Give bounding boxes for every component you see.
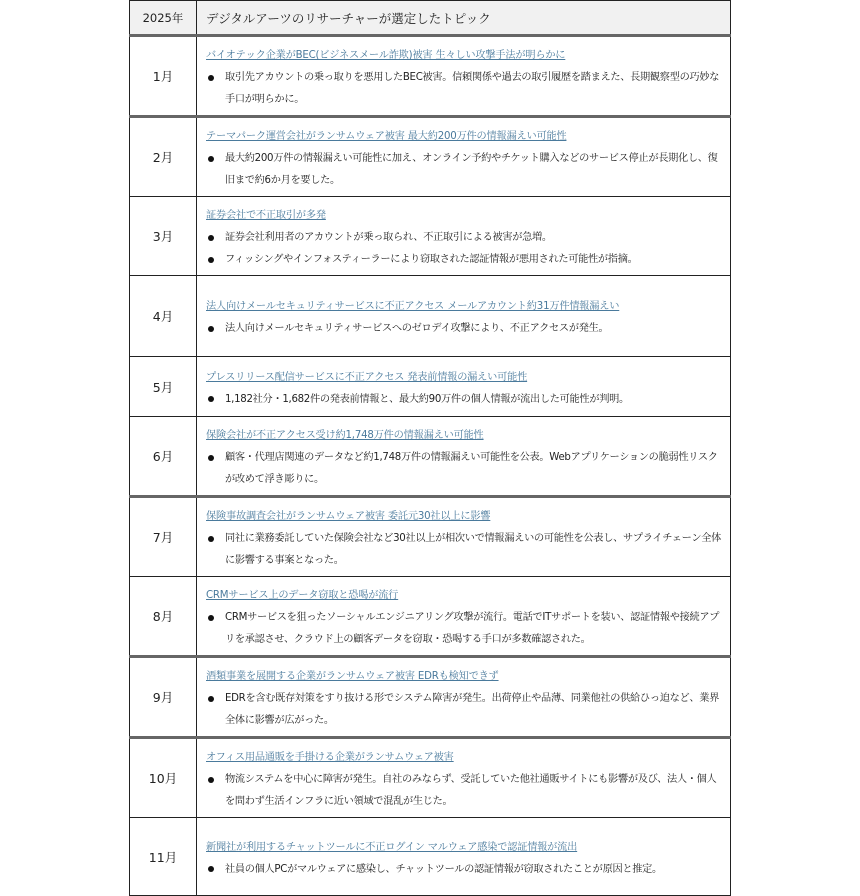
topics-header-title: デジタルアーツのリサーチャーが選定したトピック <box>197 1 731 36</box>
bullet-item <box>206 688 722 732</box>
topic-cell <box>197 117 731 197</box>
bullet-item <box>206 528 722 572</box>
bullet-text: フィッシングやインフォスティーラーにより窃取された認証情報が悪用された可能性が指摘。 <box>225 254 638 265</box>
topic-link[interactable]: 証券会社で不正取引が多発 <box>206 210 326 221</box>
bullet-item <box>206 607 722 651</box>
bullet-text: 最大約200万件の情報漏えい可能性に加え、オンライン予約やチケット購入などのサービス停止が長期化し、復旧まで約6か月を要した。 <box>225 153 718 186</box>
bullet-dot-icon <box>208 75 214 81</box>
bullet-list <box>206 528 722 572</box>
bullet-list <box>206 447 722 491</box>
bullet-item <box>206 769 722 813</box>
bullet-item <box>206 859 722 881</box>
topic-cell <box>197 417 731 497</box>
bullet-dot-icon <box>208 615 214 621</box>
table-row <box>130 417 731 497</box>
bullet-text: 同社に業務委託していた保険会社など30社以上が相次いで情報漏えいの可能性を公表し、サプライチェーン全体に影響する事案となった。 <box>225 533 722 566</box>
month-cell: 10月 <box>130 738 197 818</box>
table-row <box>130 36 731 117</box>
bullet-dot-icon <box>208 156 214 162</box>
bullet-dot-icon <box>208 536 214 542</box>
bullet-list <box>206 227 722 271</box>
table-row <box>130 276 731 357</box>
year-header: 2025年 <box>130 1 197 36</box>
bullet-item <box>206 389 722 411</box>
bullet-dot-icon <box>208 235 214 241</box>
table-row <box>130 357 731 417</box>
bullet-list <box>206 389 722 411</box>
bullet-item <box>206 447 722 491</box>
month-cell: 5月 <box>130 357 197 417</box>
bullet-dot-icon <box>208 396 214 402</box>
month-cell: 3月 <box>130 197 197 276</box>
table-row <box>130 117 731 197</box>
topic-link[interactable]: 保険事故調査会社がランサムウェア被害 委託元30社以上に影響 <box>206 511 491 522</box>
bullet-text: CRMサービスを狙ったソーシャルエンジニアリング攻撃が流行。電話でITサポートを装い、認証情報や接続アプリを承認させ、クラウド上の顧客データを窃取・恐喝する手口が多数確認された。 <box>225 612 720 645</box>
topic-link[interactable]: 法人向けメールセキュリティサービスに不正アクセス メールアカウント約31万件情報漏えい <box>206 301 620 312</box>
bullet-item <box>206 249 722 271</box>
table-row <box>130 657 731 738</box>
topic-cell <box>197 276 731 357</box>
bullet-list <box>206 607 722 651</box>
topic-link[interactable]: プレスリリース配信サービスに不正アクセス 発表前情報の漏えい可能性 <box>206 371 528 383</box>
bullet-dot-icon <box>208 326 214 332</box>
month-cell: 4月 <box>130 276 197 357</box>
bullet-list <box>206 148 722 192</box>
topics-table <box>129 0 731 896</box>
month-cell: 7月 <box>130 497 197 577</box>
table-row <box>130 197 731 276</box>
topic-cell <box>197 818 731 896</box>
topic-cell <box>197 657 731 738</box>
month-cell: 6月 <box>130 417 197 497</box>
topic-link[interactable]: テーマパーク運営会社がランサムウェア被害 最大約200万件の情報漏えい可能性 <box>206 131 567 142</box>
month-cell: 8月 <box>130 577 197 657</box>
topic-link[interactable]: 新聞社が利用するチャットツールに不正ログイン マルウェア感染で認証情報が流出 <box>206 841 578 853</box>
month-cell: 11月 <box>130 818 197 896</box>
topic-cell <box>197 577 731 657</box>
bullet-list <box>206 688 722 732</box>
bullet-text: 物流システムを中心に障害が発生。自社のみならず、受託していた他社通販サイトにも影響が及び、法人・個人を問わず生活インフラに近い領域で混乱が生じた。 <box>225 774 717 807</box>
bullet-list <box>206 67 722 111</box>
month-cell: 2月 <box>130 117 197 197</box>
bullet-dot-icon <box>208 455 214 461</box>
bullet-text: 社員の個人PCがマルウェアに感染し、チャットツールの認証情報が窃取されたことが原因と推定。 <box>225 863 662 875</box>
topic-cell <box>197 197 731 276</box>
table-row <box>130 577 731 657</box>
topic-link[interactable]: オフィス用品通販を手掛ける企業がランサムウェア被害 <box>206 752 454 763</box>
topic-link[interactable]: 酒類事業を展開する企業がランサムウェア被害 EDRも検知できず <box>206 671 499 682</box>
topic-link[interactable]: CRMサービス上のデータ窃取と恐喝が流行 <box>206 590 399 601</box>
topic-link[interactable]: バイオテック企業がBEC(ビジネスメール詐欺)被害 生々しい攻撃手法が明らかに <box>206 50 566 61</box>
bullet-text: 顧客・代理店関連のデータなど約1,748万件の情報漏えい可能性を公表。Webアプリケーションの脆弱性リスクが改めて浮き彫りに。 <box>225 452 718 485</box>
table-header-row <box>130 1 731 36</box>
topic-cell <box>197 357 731 417</box>
bullet-text: 証券会社利用者のアカウントが乗っ取られ、不正取引による被害が急増。 <box>225 232 552 243</box>
bullet-dot-icon <box>208 777 214 783</box>
topic-link[interactable]: 保険会社が不正アクセス受け約1,748万件の情報漏えい可能性 <box>206 430 484 441</box>
bullet-text: 1,182社分・1,682件の発表前情報と、最大約90万件の個人情報が流出した可能性が判明。 <box>225 393 629 405</box>
bullet-list <box>206 859 722 881</box>
month-cell: 9月 <box>130 657 197 738</box>
bullet-item <box>206 67 722 111</box>
bullet-item <box>206 227 722 249</box>
bullet-list <box>206 769 722 813</box>
bullet-dot-icon <box>208 257 214 263</box>
topic-cell <box>197 738 731 818</box>
topic-cell <box>197 497 731 577</box>
bullet-text: 取引先アカウントの乗っ取りを悪用したBEC被害。信頼関係や過去の取引履歴を踏まえた、長期観察型の巧妙な手口が明らかに。 <box>225 72 720 105</box>
table-row <box>130 818 731 896</box>
table-row <box>130 738 731 818</box>
table-row <box>130 497 731 577</box>
bullet-dot-icon <box>208 696 214 702</box>
month-cell: 1月 <box>130 36 197 117</box>
bullet-item <box>206 148 722 192</box>
bullet-text: 法人向けメールセキュリティサービスへのゼロデイ攻撃により、不正アクセスが発生。 <box>225 323 609 334</box>
bullet-list <box>206 318 722 340</box>
topic-cell <box>197 36 731 117</box>
bullet-item <box>206 318 722 340</box>
bullet-text: EDRを含む既存対策をすり抜ける形でシステム障害が発生。出荷停止や品薄、同業他社の供給ひっ迫など、業界全体に影響が広がった。 <box>225 693 720 726</box>
bullet-dot-icon <box>208 866 214 872</box>
